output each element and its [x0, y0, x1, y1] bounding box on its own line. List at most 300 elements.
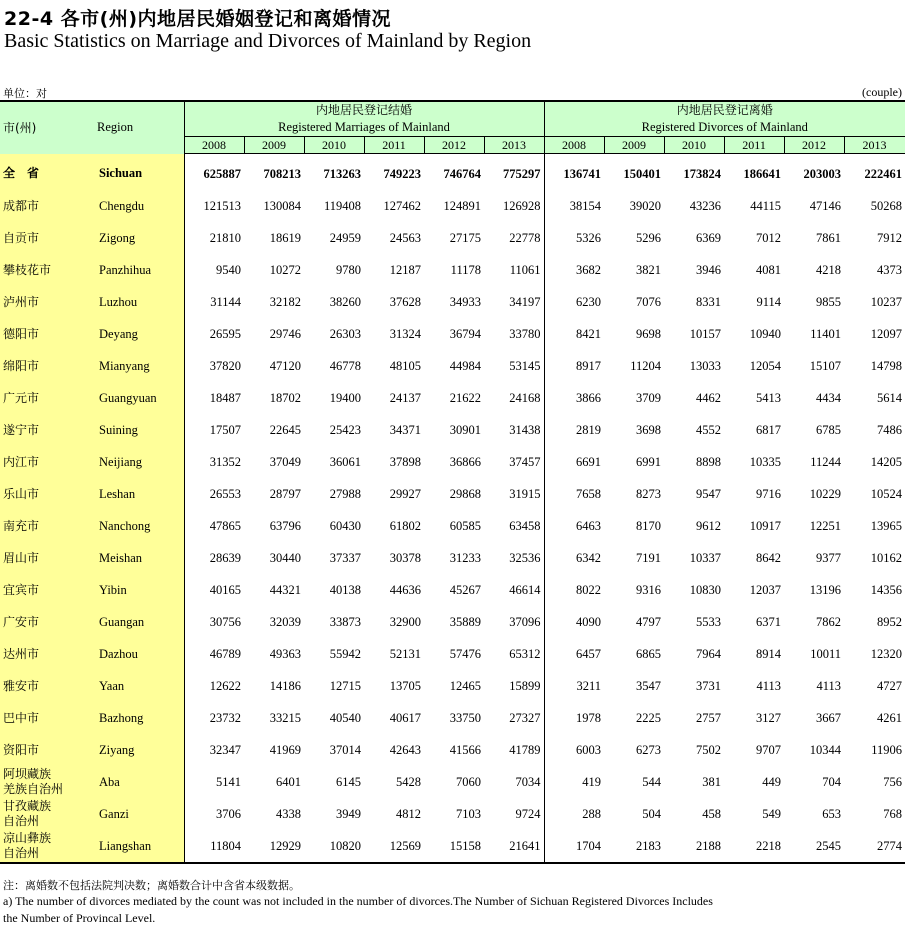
- divorce-value: 136741: [563, 166, 602, 181]
- region-name-en: Leshan: [87, 478, 184, 510]
- marriage-value: 625887: [203, 166, 241, 181]
- table-row: [0, 830, 905, 863]
- marriage-value: 37820: [209, 358, 241, 373]
- table-row: [0, 702, 905, 734]
- region-name-cn: 宜宾市: [0, 574, 87, 606]
- marriage-value: 9780: [336, 262, 361, 277]
- table-row: [0, 798, 905, 830]
- marriage-value: 713263: [323, 166, 361, 181]
- divorce-value: 6371: [756, 614, 782, 629]
- divorce-value: 10917: [749, 518, 782, 533]
- marriage-value: 60430: [329, 518, 361, 533]
- divorce-value: 6342: [576, 550, 602, 565]
- table-row: [0, 734, 905, 766]
- marriage-year-header: 2009: [244, 137, 304, 154]
- table-row: [0, 542, 905, 574]
- divorce-value: 5533: [696, 614, 722, 629]
- divorce-value: 8421: [576, 326, 602, 341]
- region-name-en: Deyang: [87, 318, 184, 350]
- marriage-value: 29746: [269, 326, 301, 341]
- marriage-value: 38260: [329, 294, 361, 309]
- divorce-value: 6369: [696, 230, 722, 245]
- marriage-value: 28797: [269, 486, 301, 501]
- divorce-value: 419: [582, 774, 602, 789]
- region-name-cn: 攀枝花市: [0, 254, 87, 286]
- divorce-value: 9698: [636, 326, 662, 341]
- divorce-value: 8914: [756, 646, 782, 661]
- divorce-value: 13965: [870, 518, 903, 533]
- divorce-year-header: 2008: [544, 137, 604, 154]
- divorce-value: 10229: [809, 486, 842, 501]
- divorce-value: 7191: [636, 550, 662, 565]
- marriage-value: 37898: [389, 454, 421, 469]
- marriage-value: 127462: [383, 198, 421, 213]
- marriage-value: 11178: [450, 262, 481, 277]
- region-name-en: Guangan: [87, 606, 184, 638]
- divorce-value: 2183: [604, 830, 664, 863]
- marriage-value: 27175: [449, 230, 481, 245]
- divorce-value: 6230: [576, 294, 602, 309]
- marriage-value: 7103: [456, 806, 481, 821]
- region-name-cn: 资阳市: [0, 734, 87, 766]
- divorce-value: 186641: [743, 166, 782, 181]
- divorce-value: 4261: [877, 710, 903, 725]
- marriage-value: 26303: [329, 326, 361, 341]
- footnote-cn: 注：离婚数不包括法院判决数；离婚数合计中含省本级数据。: [3, 879, 300, 892]
- marriage-value: 121513: [203, 198, 241, 213]
- divorce-value: 2188: [664, 830, 724, 863]
- marriage-value: 55942: [329, 646, 361, 661]
- table-row: [0, 382, 905, 414]
- divorce-year-header: 2009: [604, 137, 664, 154]
- divorce-value: 7012: [756, 230, 782, 245]
- marriage-value: 21622: [449, 390, 481, 405]
- divorce-value: 1704: [544, 830, 604, 863]
- marriage-value: 4812: [396, 806, 421, 821]
- marriage-value: 11061: [484, 254, 544, 286]
- marriage-value: 45267: [449, 582, 481, 597]
- page-title-en: Basic Statistics on Marriage and Divorces of Mainland by Region: [4, 30, 532, 52]
- divorce-value: 653: [822, 806, 842, 821]
- marriage-value: 37628: [389, 294, 421, 309]
- divorce-value: 4552: [696, 422, 722, 437]
- divorce-value: 10157: [689, 326, 722, 341]
- marriage-value: 49363: [269, 646, 301, 661]
- marriage-value: 21641: [484, 830, 544, 863]
- marriage-value: 31324: [389, 326, 421, 341]
- divorce-value: 11906: [871, 742, 903, 757]
- divorce-value: 10524: [870, 486, 903, 501]
- marriage-value: 37457: [484, 446, 544, 478]
- marriage-value: 9540: [216, 262, 241, 277]
- divorce-value: 11401: [810, 326, 842, 341]
- marriage-value: 44636: [389, 582, 421, 597]
- divorce-value: 6785: [816, 422, 842, 437]
- divorce-value: 6865: [636, 646, 662, 661]
- marriage-value: 22645: [269, 422, 301, 437]
- divorce-group-header: [544, 101, 905, 137]
- marriage-value: 40165: [209, 582, 241, 597]
- divorce-value: 8642: [756, 550, 782, 565]
- marriage-value: 31915: [484, 478, 544, 510]
- region-name-en: Ganzi: [87, 798, 184, 830]
- marriage-value: 33780: [484, 318, 544, 350]
- marriage-value: 18702: [269, 390, 301, 405]
- marriage-value: 14186: [269, 678, 301, 693]
- marriage-value: 36061: [329, 454, 361, 469]
- marriage-value: 35889: [449, 614, 481, 629]
- region-name-en: Ziyang: [87, 734, 184, 766]
- region-name-en: Panzhihua: [87, 254, 184, 286]
- marriage-value: 26595: [209, 326, 241, 341]
- region-name-cn: 泸州市: [0, 286, 87, 318]
- marriage-value: 749223: [383, 166, 421, 181]
- divorce-value: 4434: [816, 390, 842, 405]
- divorce-value: 544: [642, 774, 662, 789]
- marriage-value: 6145: [336, 774, 361, 789]
- marriage-value: 37096: [484, 606, 544, 638]
- region-name-en: Guangyuan: [87, 382, 184, 414]
- marriage-value: 775297: [484, 154, 544, 191]
- divorce-value: 2757: [696, 710, 722, 725]
- divorce-value: 11204: [630, 358, 662, 373]
- divorce-value: 4113: [816, 678, 842, 693]
- divorce-value: 7076: [636, 294, 662, 309]
- marriage-value: 12569: [364, 830, 424, 863]
- divorce-value: 222461: [864, 166, 903, 181]
- footnote-en-line2: the Number of Provincal Level.: [3, 911, 156, 925]
- divorce-value: 1978: [576, 710, 602, 725]
- marriage-value: 4338: [276, 806, 301, 821]
- divorce-value: 47146: [809, 198, 842, 213]
- marriage-value: 13705: [389, 678, 421, 693]
- divorce-value: 3866: [576, 390, 602, 405]
- divorce-value: 12251: [809, 518, 842, 533]
- marriage-year-header: 2010: [304, 137, 364, 154]
- divorce-value: 10335: [749, 454, 782, 469]
- marriage-value: 32536: [484, 542, 544, 574]
- marriage-value: 34197: [484, 286, 544, 318]
- divorce-value: 9612: [696, 518, 722, 533]
- marriage-value: 10820: [304, 830, 364, 863]
- marriage-value: 22778: [484, 222, 544, 254]
- marriage-value: 124891: [443, 198, 481, 213]
- marriage-value: 40138: [329, 582, 361, 597]
- divorce-value: 9716: [756, 486, 782, 501]
- marriage-header-en: Registered Marriages of Mainland: [278, 120, 450, 134]
- footnote-en-line1: a) The number of divorces mediated by the count was not included in the number of divorces.The Number of Sichuan Registered Divorces Includes: [3, 894, 713, 908]
- divorce-value: 14205: [870, 454, 903, 469]
- unit-label-en: (couple): [862, 85, 902, 99]
- divorce-value: 44115: [750, 198, 782, 213]
- marriage-value: 25423: [329, 422, 361, 437]
- divorce-value: 4218: [816, 262, 842, 277]
- marriage-value: 57476: [449, 646, 481, 661]
- marriage-header-cn: 内地居民登记结婚: [316, 103, 413, 117]
- table-row: [0, 638, 905, 670]
- region-cn-header: 市(州): [0, 101, 87, 154]
- marriage-value: 44984: [449, 358, 481, 373]
- marriage-value: 130084: [263, 198, 301, 213]
- marriage-year-header: 2012: [424, 137, 484, 154]
- divorce-value: 12054: [749, 358, 782, 373]
- region-name-cn: 自贡市: [0, 222, 87, 254]
- region-name-en: Suining: [87, 414, 184, 446]
- divorce-year-header: 2011: [724, 137, 784, 154]
- divorce-value: 4081: [756, 262, 782, 277]
- divorce-value: 11244: [810, 454, 842, 469]
- table-row: [0, 286, 905, 318]
- divorce-value: 4090: [576, 614, 602, 629]
- table-row: [0, 574, 905, 606]
- divorce-value: 6003: [576, 742, 602, 757]
- marriage-value: 48105: [389, 358, 421, 373]
- marriage-value: 6401: [276, 774, 301, 789]
- marriage-value: 60585: [449, 518, 481, 533]
- table-row: [0, 670, 905, 702]
- marriage-value: 23732: [209, 710, 241, 725]
- marriage-value: 36794: [449, 326, 481, 341]
- divorce-value: 458: [702, 806, 722, 821]
- divorce-value: 13196: [809, 582, 842, 597]
- divorce-value: 14356: [870, 582, 903, 597]
- divorce-value: 50268: [870, 198, 903, 213]
- region-name-en: Aba: [87, 766, 184, 798]
- divorce-value: 12037: [749, 582, 782, 597]
- marriage-value: 33873: [329, 614, 361, 629]
- marriage-year-header: 2011: [364, 137, 424, 154]
- divorce-value: 15107: [809, 358, 842, 373]
- marriage-group-header: [184, 101, 544, 137]
- marriage-value: 42643: [389, 742, 421, 757]
- divorce-value: 6273: [636, 742, 662, 757]
- divorce-value: 2774: [844, 830, 905, 863]
- divorce-value: 10237: [870, 294, 903, 309]
- marriage-value: 18619: [269, 230, 301, 245]
- marriage-value: 27327: [484, 702, 544, 734]
- marriage-value: 746764: [443, 166, 481, 181]
- divorce-value: 288: [582, 806, 602, 821]
- divorce-value: 2545: [784, 830, 844, 863]
- divorce-value: 8170: [636, 518, 662, 533]
- divorce-value: 6691: [576, 454, 602, 469]
- divorce-header-en: Registered Divorces of Mainland: [641, 120, 808, 134]
- marriage-value: 27988: [329, 486, 361, 501]
- marriage-value: 31352: [209, 454, 241, 469]
- region-name-cn: 阿坝藏族 羌族自治州: [0, 766, 87, 798]
- marriage-value: 3949: [336, 806, 361, 821]
- marriage-value: 29927: [389, 486, 421, 501]
- marriage-value: 12622: [209, 678, 241, 693]
- marriage-value: 29868: [449, 486, 481, 501]
- region-name-cn: 雅安市: [0, 670, 87, 702]
- divorce-value: 9547: [696, 486, 722, 501]
- marriage-value: 7060: [456, 774, 481, 789]
- divorce-value: 8022: [576, 582, 602, 597]
- region-name-cn: 眉山市: [0, 542, 87, 574]
- marriage-value: 10272: [269, 262, 301, 277]
- marriage-value: 40617: [389, 710, 421, 725]
- region-name-en: Sichuan: [87, 154, 184, 191]
- divorce-value: 10011: [810, 646, 842, 661]
- marriage-value: 12465: [449, 678, 481, 693]
- table-row: [0, 350, 905, 382]
- marriage-value: 12715: [329, 678, 361, 693]
- table-row: [0, 446, 905, 478]
- table-row: [0, 510, 905, 542]
- marriage-value: 18487: [209, 390, 241, 405]
- divorce-value: 2819: [576, 422, 602, 437]
- table-row: [0, 190, 905, 222]
- divorce-value: 9707: [756, 742, 782, 757]
- divorce-value: 203003: [803, 166, 842, 181]
- region-name-en: Yaan: [87, 670, 184, 702]
- divorce-value: 4373: [877, 262, 903, 277]
- marriage-value: 34371: [389, 422, 421, 437]
- region-name-en: Dazhou: [87, 638, 184, 670]
- divorce-value: 6991: [636, 454, 662, 469]
- divorce-value: 4797: [636, 614, 662, 629]
- divorce-value: 13033: [689, 358, 722, 373]
- divorce-value: 3821: [636, 262, 662, 277]
- divorce-value: 3682: [576, 262, 602, 277]
- divorce-value: 7486: [877, 422, 903, 437]
- divorce-value: 6817: [756, 422, 782, 437]
- divorce-year-header: 2013: [844, 137, 905, 154]
- marriage-year-header: 2013: [484, 137, 544, 154]
- unit-label-cn: 单位：对: [3, 87, 47, 100]
- marriage-value: 41789: [484, 734, 544, 766]
- marriage-value: 30756: [209, 614, 241, 629]
- marriage-value: 24959: [329, 230, 361, 245]
- region-name-cn: 巴中市: [0, 702, 87, 734]
- region-name-cn: 达州市: [0, 638, 87, 670]
- marriage-value: 37337: [329, 550, 361, 565]
- table-row: [0, 766, 905, 798]
- marriage-value: 36866: [449, 454, 481, 469]
- marriage-value: 126928: [484, 190, 544, 222]
- marriage-value: 5428: [396, 774, 421, 789]
- divorce-value: 3709: [636, 390, 662, 405]
- divorce-value: 14798: [870, 358, 903, 373]
- divorce-value: 6463: [576, 518, 602, 533]
- divorce-value: 3667: [816, 710, 842, 725]
- region-name-cn: 内江市: [0, 446, 87, 478]
- region-name-en: Meishan: [87, 542, 184, 574]
- divorce-value: 3698: [636, 422, 662, 437]
- divorce-year-header: 2010: [664, 137, 724, 154]
- region-name-en: Nanchong: [87, 510, 184, 542]
- divorce-value: 7912: [877, 230, 903, 245]
- divorce-value: 12320: [870, 646, 903, 661]
- divorce-value: 5296: [636, 230, 662, 245]
- marriage-value: 11804: [184, 830, 244, 863]
- divorce-value: 6457: [576, 646, 602, 661]
- divorce-value: 5614: [877, 390, 903, 405]
- table-row: [0, 414, 905, 446]
- divorce-value: 3127: [756, 710, 782, 725]
- table-row: [0, 606, 905, 638]
- marriage-value: 24137: [389, 390, 421, 405]
- divorce-value: 768: [883, 806, 903, 821]
- divorce-value: 38154: [569, 198, 602, 213]
- marriage-value: 63458: [484, 510, 544, 542]
- divorce-value: 10344: [809, 742, 842, 757]
- region-name-cn: 绵阳市: [0, 350, 87, 382]
- marriage-value: 33750: [449, 710, 481, 725]
- region-name-en: Mianyang: [87, 350, 184, 382]
- divorce-header-cn: 内地居民登记离婚: [676, 103, 773, 117]
- page-title-cn: 22-4 各市(州)内地居民婚姻登记和离婚情况: [4, 8, 392, 30]
- table-row: [0, 254, 905, 286]
- region-name-en: Chengdu: [87, 190, 184, 222]
- divorce-value: 173824: [683, 166, 722, 181]
- divorce-value: 7658: [576, 486, 602, 501]
- marriage-value: 9724: [484, 798, 544, 830]
- marriage-value: 44321: [269, 582, 301, 597]
- marriage-value: 65312: [484, 638, 544, 670]
- marriage-value: 34933: [449, 294, 481, 309]
- marriage-value: 63796: [269, 518, 301, 533]
- divorce-value: 10940: [749, 326, 782, 341]
- divorce-value: 7862: [816, 614, 842, 629]
- marriage-value: 53145: [484, 350, 544, 382]
- marriage-value: 46789: [209, 646, 241, 661]
- divorce-value: 8273: [636, 486, 662, 501]
- divorce-value: 7861: [816, 230, 842, 245]
- divorce-value: 4727: [877, 678, 903, 693]
- marriage-value: 7034: [484, 766, 544, 798]
- marriage-value: 37049: [269, 454, 301, 469]
- marriage-value: 37014: [329, 742, 361, 757]
- marriage-value: 32182: [269, 294, 301, 309]
- divorce-value: 449: [762, 774, 782, 789]
- marriage-value: 15899: [484, 670, 544, 702]
- region-name-cn: 广安市: [0, 606, 87, 638]
- marriage-value: 46614: [484, 574, 544, 606]
- divorce-value: 5413: [756, 390, 782, 405]
- region-name-cn: 遂宁市: [0, 414, 87, 446]
- marriage-value: 26553: [209, 486, 241, 501]
- marriage-value: 17507: [209, 422, 241, 437]
- table-row: [0, 154, 905, 191]
- divorce-value: 10830: [689, 582, 722, 597]
- region-name-cn: 广元市: [0, 382, 87, 414]
- region-name-cn: 南充市: [0, 510, 87, 542]
- divorce-value: 39020: [629, 198, 662, 213]
- divorce-value: 7964: [696, 646, 722, 661]
- marriage-value: 19400: [329, 390, 361, 405]
- region-name-en: Liangshan: [87, 830, 184, 863]
- marriage-value: 52131: [389, 646, 421, 661]
- divorce-year-header: 2012: [784, 137, 844, 154]
- marriage-value: 41969: [269, 742, 301, 757]
- marriage-value: 31144: [210, 294, 241, 309]
- region-name-en: Neijiang: [87, 446, 184, 478]
- marriage-value: 61802: [389, 518, 421, 533]
- divorce-value: 12097: [870, 326, 903, 341]
- divorce-value: 704: [822, 774, 842, 789]
- divorce-value: 9855: [816, 294, 842, 309]
- region-name-en: Luzhou: [87, 286, 184, 318]
- marriage-value: 119408: [323, 198, 361, 213]
- divorce-value: 4113: [756, 678, 782, 693]
- region-name-en: Yibin: [87, 574, 184, 606]
- region-name-en: Zigong: [87, 222, 184, 254]
- marriage-value: 5141: [216, 774, 241, 789]
- marriage-value: 30378: [389, 550, 421, 565]
- divorce-value: 9114: [756, 294, 782, 309]
